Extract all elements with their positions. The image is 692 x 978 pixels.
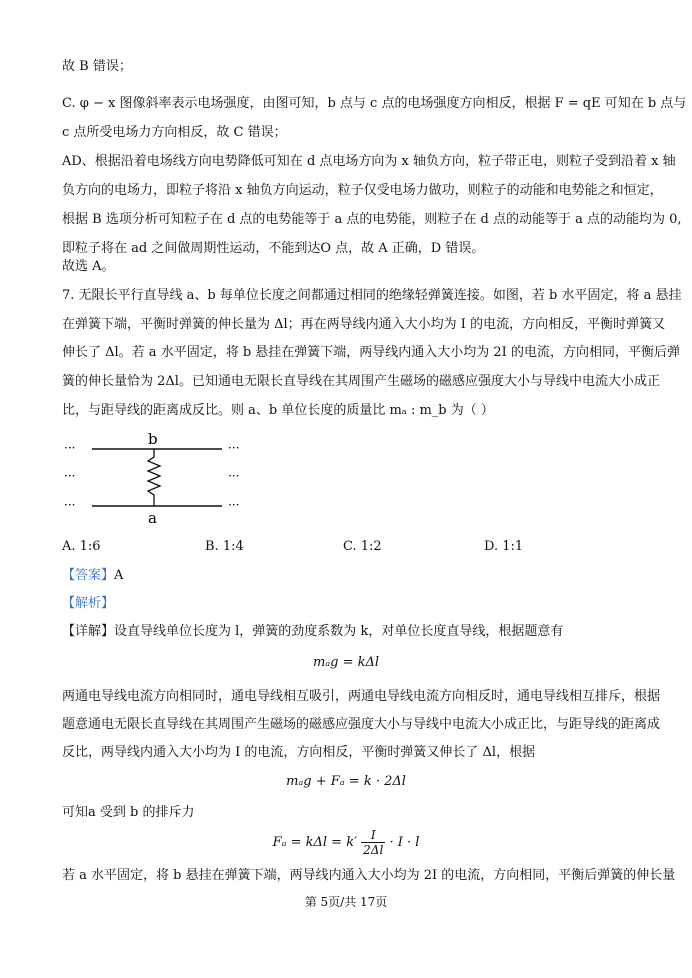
detail-intro [62, 623, 563, 641]
equation-1: mₐg = kΔl [312, 655, 380, 670]
prev-c-line1: C. φ − x 图像斜率表示电场强度，由图可知，b 点与 c 点的电场强度方向相反，根据 F = qE 可知在 b 点与 [62, 96, 687, 111]
answer-label: 【答案】 [62, 568, 115, 583]
equation-3 [0, 828, 692, 857]
option-c: C. 1:2 [343, 539, 382, 554]
prev-ad-line2: 负方向的电场力，即粒子将沿 x 轴负方向运动，粒子仅受电场力做功，则粒子的动能和电势能之和恒定， [62, 183, 663, 198]
answer-value: A [114, 568, 124, 583]
detail-repulsion: 可知a 受到 b 的排斥力 [62, 805, 195, 820]
analysis-label: 【解析】 [62, 596, 115, 611]
eq3-fraction [361, 828, 385, 857]
label-b: b [148, 430, 158, 448]
detail-intro-text: 设直导线单位长度为 l，弹簧的劲度系数为 k，对单位长度直导线，根据题意有 [114, 624, 564, 639]
page-footer: 第 5页/共 17页 [304, 895, 388, 909]
prev-c-line2: c 点所受电场力方向相反，故 C 错误； [62, 125, 287, 140]
detail-para-line3: 反比，两导线内通入大小均为 I 的电流，方向相反，平衡时弹簧又伸长了 Δl，根据 [62, 745, 536, 760]
question-line2: 在弹簧下端，平衡时弹簧的伸长量为 Δl；再在两导线内通入大小均为 I 的电流，方向相反，平衡时弹簧又 [62, 317, 666, 332]
dots-left-3: ··· [64, 498, 76, 512]
option-d: D. 1:1 [484, 539, 524, 554]
label-a: a [148, 509, 157, 525]
dots-left-2: ··· [64, 469, 76, 483]
answer-row [62, 567, 123, 585]
dots-left-1: ··· [64, 441, 76, 455]
prev-ad-line4: 即粒子将在 ad 之间做周期性运动，不能到达O 点，故 A 正确，D 错误。 [62, 241, 485, 256]
prev-ad-line1: AD、根据沿着电场线方向电势降低可知在 d 点电场方向为 x 轴负方向，粒子带正电，则粒子受到沿着 x 轴 [62, 154, 676, 169]
detail-para-last: 若 a 水平固定，将 b 悬挂在弹簧下端，两导线内通入大小均为 2I 的电流，方向相同，平衡后弹簧的伸长量 [62, 868, 676, 883]
detail-para-line1: 两通电导线电流方向相同时，通电导线相互吸引，两通电导线电流方向相反时，通电导线相互排斥，根据 [62, 689, 661, 704]
question-line3: 伸长了 Δl。若 a 水平固定，将 b 悬挂在弹簧下端，两导线内通入大小均为 2I 的电流，方向相同，平衡后弹 [62, 345, 680, 360]
dots-right-1: ··· [228, 441, 240, 455]
eq3-denominator: 2Δl [363, 843, 384, 857]
question-line4: 簧的伸长量恰为 2Δl。已知通电无限长直导线在其周围产生磁场的磁感应强度大小与导线中电流大小成正 [62, 374, 660, 389]
option-a: A. 1:6 [62, 539, 101, 554]
question-line5: 比，与距导线的距离成反比。则 a、b 单位长度的质量比 mₐ : m_b 为（ ） [62, 403, 494, 418]
question-line1: 7. 无限长平行直导线 a、b 每单位长度之间都通过相同的绝缘轻弹簧连接。如图，若 b 水平固定，将 a 悬挂 [62, 288, 682, 303]
option-b: B. 1:4 [205, 539, 244, 554]
prev-choice: 故选 A。 [62, 259, 115, 274]
dots-right-2: ··· [228, 469, 240, 483]
eq3-right: · I · l [389, 835, 420, 850]
dots-right-3: ··· [228, 498, 240, 512]
prev-b-wrong: 故 B 错误； [62, 59, 132, 74]
detail-para-line2: 题意通电无限长直导线在其周围产生磁场的磁感应强度大小与导线中电流大小成正比，与距导线的距离成 [62, 717, 661, 732]
prev-ad-line3: 根据 B 选项分析可知粒子在 d 点的电势能等于 a 点的电势能，则粒子在 d 点的动能等于 a 点的动能均为 0, [62, 212, 682, 227]
detail-label: 【详解】 [62, 624, 115, 639]
spring [148, 449, 160, 506]
wires-spring-figure [62, 430, 252, 525]
eq3-left: Fₐ = kΔl = k′ [272, 835, 358, 850]
equation-2: mₐg + Fₐ = k · 2Δl [286, 774, 406, 789]
eq3-numerator: I [361, 828, 385, 843]
